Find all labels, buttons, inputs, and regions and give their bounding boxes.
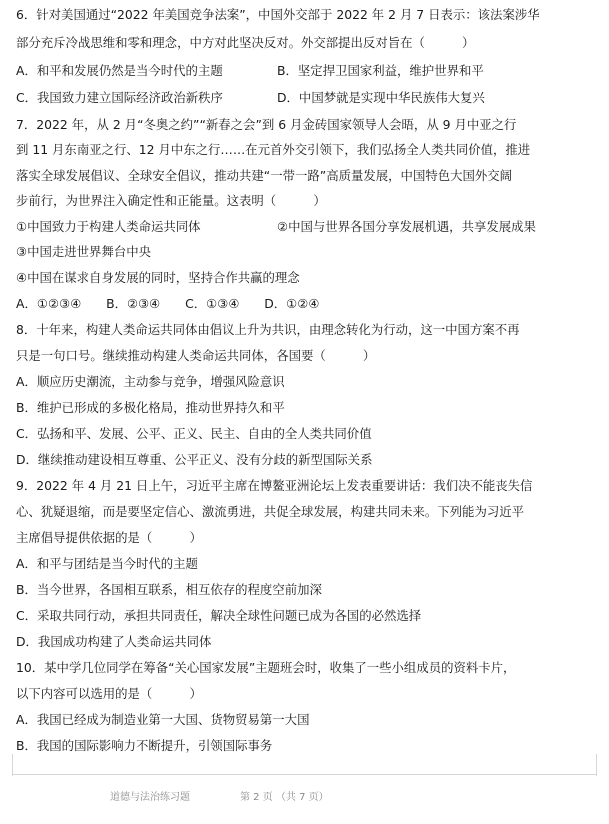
q8-option-a: A．顺应历史潮流，主动参与竞争，增强风险意识 xyxy=(16,374,285,389)
q9-option-d: D．我国成功构建了人类命运共同体 xyxy=(16,634,212,649)
footer-subject: 道德与法治练习题 xyxy=(110,792,190,803)
q6-options-row-1 xyxy=(16,63,597,79)
q6-option-b: B．坚定捍卫国家利益，维护世界和平 xyxy=(277,63,484,78)
q7-stem-line-4: 步前行，为世界注入确定性和正能量。这表明（ ） xyxy=(16,193,326,208)
q8-option-d: D．继续推动建设相互尊重、公平正义、没有分歧的新型国际关系 xyxy=(16,452,373,467)
q7-statement-3: ③中国走进世界舞台中央 xyxy=(16,244,152,259)
q9-option-a: A．和平与团结是当今时代的主题 xyxy=(16,556,198,571)
q6-options-row-2 xyxy=(16,90,597,106)
q7-choices: A．①②③④ B．②③④ C．①③④ D．①②④ xyxy=(16,296,320,311)
q9-stem-line-3: 主席倡导提供依据的是（ ） xyxy=(16,530,202,545)
q7-statement-1: ①中国致力于构建人类命运共同体 xyxy=(16,219,201,234)
q9-stem-line-2: 心、犹疑退缩，而是要坚定信心、激流勇进，共促全球发展，构建共同未来。下列能为习近平 xyxy=(16,504,525,519)
q6-option-a: A．和平和发展仍然是当今时代的主题 xyxy=(16,63,223,78)
page-corner-mark-left xyxy=(12,754,13,776)
q6-option-c: C．我国致力建立国际经济政治新秩序 xyxy=(16,90,223,105)
q7-stem-line-3: 落实全球发展倡议、全球安全倡议，推动共建“一带一路”高质量发展，中国特色大国外交阔 xyxy=(16,168,513,183)
q7-stem-line-1: 7．2022 年，从 2 月“冬奥之约”“新春之会”到 6 月金砖国家领导人会晤，从 9 月中亚之行 xyxy=(16,117,517,132)
q8-option-c: C．弘扬和平、发展、公平、正义、民主、自由的全人类共同价值 xyxy=(16,426,372,441)
q9-option-c: C．采取共同行动，承担共同责任，解决全球性问题已成为各国的必然选择 xyxy=(16,608,422,623)
q7-statements-row-1 xyxy=(16,219,597,235)
q9-stem-line-1: 9．2022 年 4 月 21 日上午，习近平主席在博鳌亚洲论坛上发表重要讲话：我们决不能丧失信 xyxy=(16,478,533,493)
q7-statement-2: ②中国与世界各国分享发展机遇，共享发展成果 xyxy=(277,219,536,234)
footer-page-number: 第 2 页 （共 7 页） xyxy=(240,792,329,803)
q9-option-b: B．当今世界，各国相互联系，相互依存的程度空前加深 xyxy=(16,582,322,597)
q7-statement-4: ④中国在谋求自身发展的同时，坚持合作共赢的理念 xyxy=(16,270,300,285)
q10-stem-line-2: 以下内容可以选用的是（ ） xyxy=(16,686,202,701)
page-corner-mark-right xyxy=(596,754,597,776)
q8-stem-line-1: 8．十年来，构建人类命运共同体由倡议上升为共识，由理念转化为行动，这一中国方案不再 xyxy=(16,322,520,337)
footer-divider xyxy=(12,774,597,775)
q8-option-b: B．维护已形成的多极化格局，推动世界持久和平 xyxy=(16,400,285,415)
q8-stem-line-2: 只是一句口号。继续推动构建人类命运共同体，各国要（ ） xyxy=(16,348,376,363)
q6-option-d: D．中国梦就是实现中华民族伟大复兴 xyxy=(277,90,485,105)
q10-option-a: A．我国已经成为制造业第一大国、货物贸易第一大国 xyxy=(16,712,310,727)
q10-stem-line-1: 10．某中学几位同学在筹备“关心国家发展”主题班会时，收集了一些小组成员的资料卡片， xyxy=(16,660,516,675)
q10-option-b: B．我国的国际影响力不断提升，引领国际事务 xyxy=(16,738,273,753)
q7-stem-line-2: 到 11 月东南亚之行、12 月中东之行……在元首外交引领下，我们弘扬全人类共同价值，推进 xyxy=(16,142,531,157)
q6-stem-line-1: 6．针对美国通过“2022 年美国竞争法案”，中国外交部于 2022 年 2 月 7 日表示：该法案涉华 xyxy=(16,7,540,22)
q6-stem-line-2: 部分充斥冷战思维和零和理念，中方对此坚决反对。外交部提出反对旨在（ ） xyxy=(16,35,475,50)
